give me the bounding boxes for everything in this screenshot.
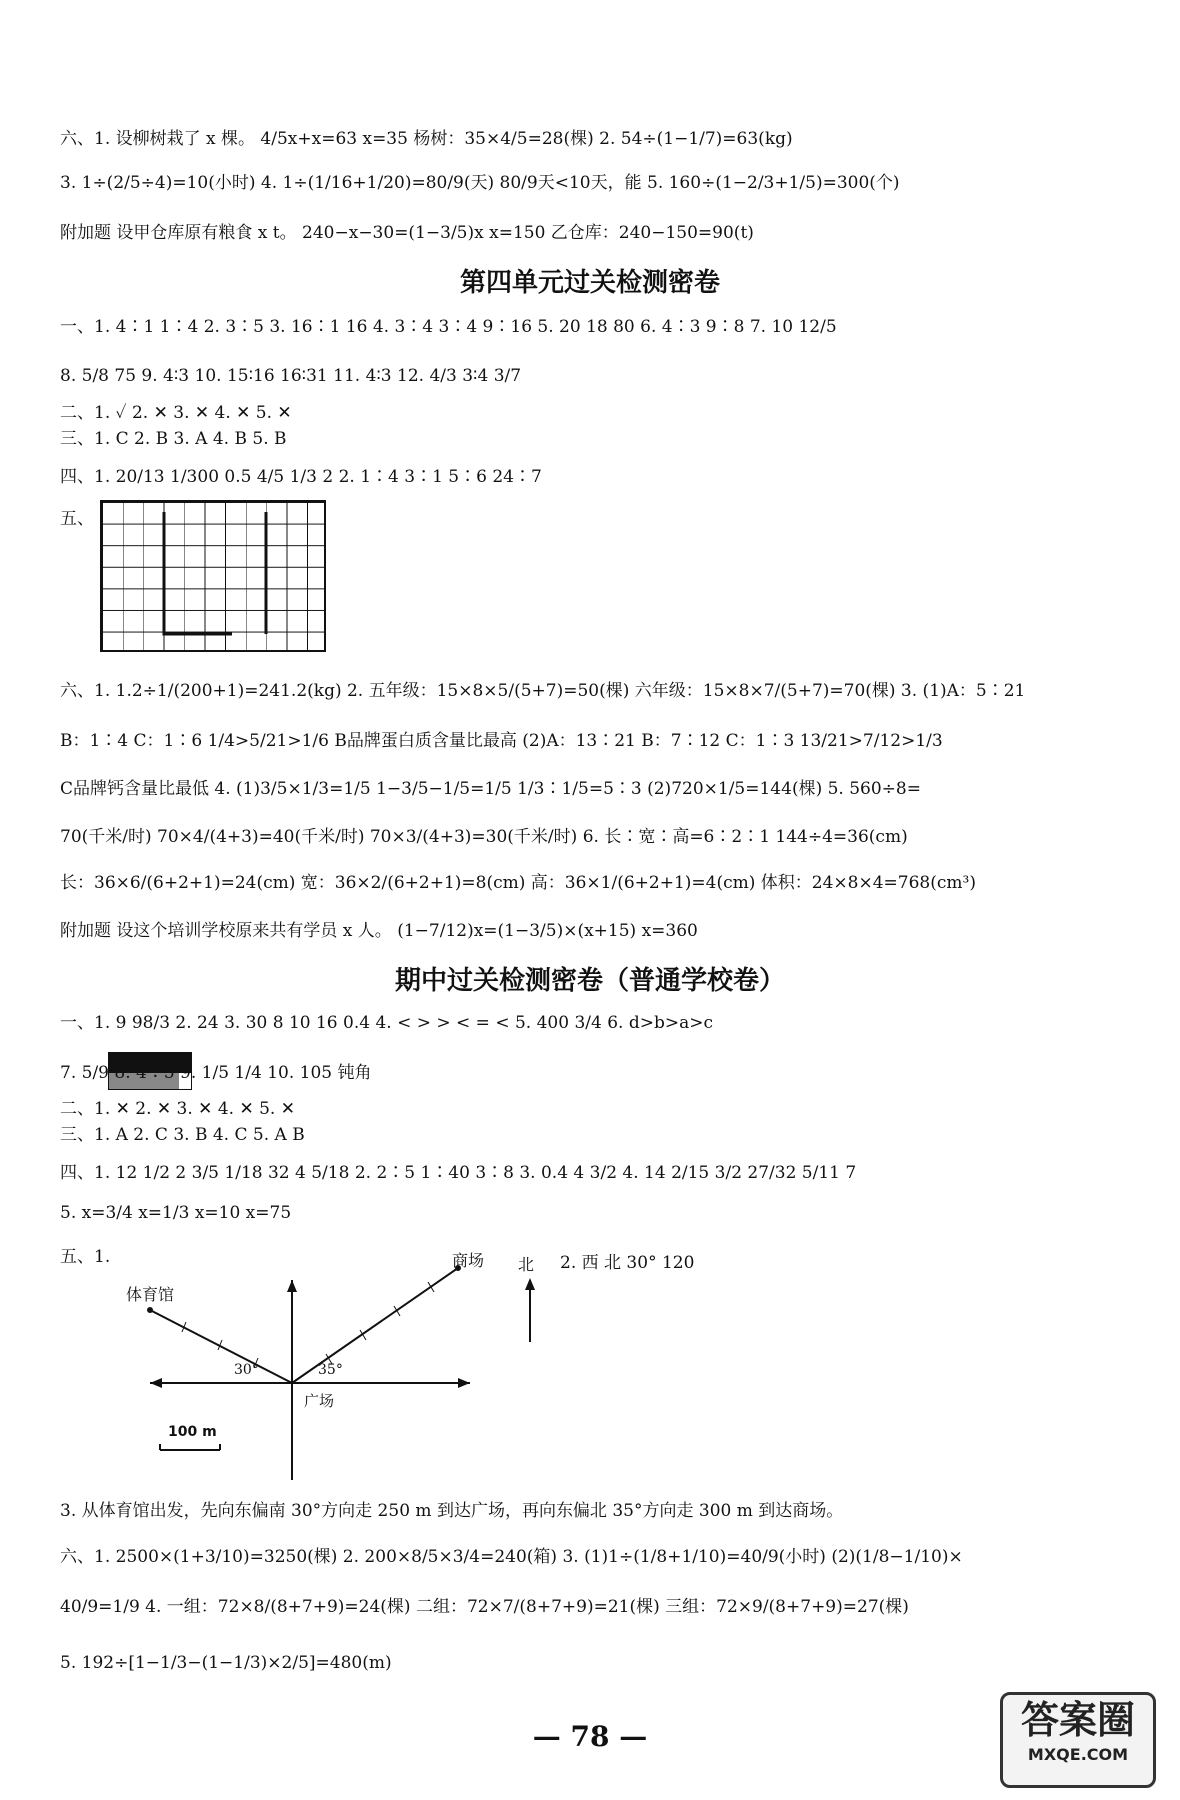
east-arrowhead — [458, 1378, 470, 1388]
map-answer-2: 2. 西 北 30° 120 — [560, 1253, 695, 1273]
text-line: 四、1. 20/13 1/300 0.5 4/5 1/3 2 2. 1∶4 3∶1 5∶6 24∶7 — [60, 467, 542, 487]
watermark-logo — [1000, 1692, 1156, 1788]
square-label: 广场 — [304, 1392, 335, 1410]
text-line: 五、 — [60, 509, 94, 529]
text-line: 六、1. 设柳树栽了 x 棵。 4/5x+x=63 x=35 杨树：35×4/5=28(棵) 2. 54÷(1−1/7)=63(kg) — [60, 129, 793, 149]
grid-shape — [102, 502, 328, 654]
drawing-grid — [100, 500, 326, 652]
text-line: 70(千米/时) 70×4/(4+3)=40(千米/时) 70×3/(4+3)=30(千米/时) 6. 长∶宽∶高=6∶2∶1 144÷4=36(cm) — [60, 827, 908, 847]
page-number: — 78 — — [532, 1720, 648, 1753]
gym-path — [150, 1310, 292, 1383]
text-line: 3. 1÷(2/5÷4)=10(小时) 4. 1÷(1/16+1/20)=80/9(天) 80/9天<10天，能 5. 160÷(1−2/3+1/5)=300(个) — [60, 173, 900, 193]
north-label: 北 — [518, 1255, 535, 1274]
text-line: 五、1. — [60, 1247, 111, 1267]
text-line: 一、1. 4∶1 1∶4 2. 3∶5 3. 16∶1 16 4. 3∶4 3∶4 9∶16 5. 20 18 80 6. 4∶3 9∶8 7. 10 12/5 — [60, 317, 837, 337]
north-arrowhead — [287, 1280, 297, 1292]
mall-label: 商场 — [452, 1251, 485, 1270]
north-indicator-arrow — [525, 1278, 535, 1290]
angle-30-label: 30° — [234, 1362, 259, 1378]
watermark-url: MXQE.COM — [1027, 1745, 1129, 1764]
gym-label: 体育馆 — [126, 1285, 175, 1304]
watermark-text: 答案圈 — [1020, 1698, 1135, 1742]
text-line: 六、1. 2500×(1+3/10)=3250(棵) 2. 200×8/5×3/4=240(箱) 3. (1)1÷(1/8+1/10)=40/9(小时) (2)(1/8−1/10)× — [60, 1547, 963, 1567]
text-line: 7. 5/9 8. 4∶5 9. 1/5 1/4 10. 105 钝角 — [60, 1063, 372, 1083]
text-line: 二、1. ✕ 2. ✕ 3. ✕ 4. ✕ 5. ✕ — [60, 1099, 295, 1119]
text-line: 40/9=1/9 4. 一组：72×8/(8+7+9)=24(棵) 二组：72×7/(8+7+9)=21(棵) 三组：72×9/(8+7+9)=27(棵) — [60, 1597, 909, 1617]
gym-point — [147, 1307, 153, 1313]
text-line: 5. 192÷[1−1/3−(1−1/3)×2/5]=480(m) — [60, 1653, 392, 1673]
text-line: C品牌钙含量比最低 4. (1)3/5×1/3=1/5 1−3/5−1/5=1/5 1/3∶1/5=5∶3 (2)720×1/5=144(棵) 5. 560÷8= — [60, 779, 921, 799]
text-line: 三、1. C 2. B 3. A 4. B 5. B — [60, 429, 287, 449]
section-title-midterm: 期中过关检测密卷（普通学校卷） — [394, 966, 785, 996]
text-line: 8. 5/8 75 9. 4∶3 10. 15∶16 16∶31 11. 4∶3 12. 4/3 3∶4 3/7 — [60, 366, 522, 386]
mall-path — [292, 1268, 458, 1383]
page-number-value: 78 — [570, 1720, 610, 1753]
west-arrowhead — [150, 1378, 162, 1388]
text-line: 附加题 设甲仓库原有粮食 x t。 240−x−30=(1−3/5)x x=150 乙仓库：240−150=90(t) — [60, 223, 754, 243]
scale-label: 100 m — [168, 1424, 217, 1440]
angle-35-label: 35° — [318, 1362, 343, 1378]
section-title-unit4: 第四单元过关检测密卷 — [459, 268, 720, 298]
text-line: 三、1. A 2. C 3. B 4. C 5. A B — [60, 1125, 305, 1145]
text-line: 六、1. 1.2÷1/(200+1)=241.2(kg) 2. 五年级：15×8×5/(5+7)=50(棵) 六年级：15×8×7/(5+7)=70(棵) 3. (1)A：5∶21 — [60, 681, 1026, 701]
text-line: 附加题 设这个培训学校原来共有学员 x 人。 (1−7/12)x=(1−3/5)×(x+15) x=360 — [60, 921, 698, 941]
text-line: 二、1. ✓ 2. ✕ 3. ✕ 4. ✕ 5. ✕ — [60, 403, 292, 423]
text-line: 5. x=3/4 x=1/3 x=10 x=75 — [60, 1203, 292, 1223]
text-line: 一、1. 9 98/3 2. 24 3. 30 8 10 16 0.4 4. < > > < = < 5. 400 3/4 6. d>b>a>c — [60, 1013, 713, 1033]
text-line: B：1∶4 C：1∶6 1/4>5/21>1/6 B品牌蛋白质含量比最高 (2)A：13∶21 B：7∶12 C：1∶3 13/21>7/12>1/3 — [60, 731, 943, 751]
text-line: 3. 从体育馆出发，先向东偏南 30°方向走 250 m 到达广场，再向东偏北 35°方向走 300 m 到达商场。 — [60, 1501, 844, 1521]
text-line: 四、1. 12 1/2 2 3/5 1/18 32 4 5/18 2. 2∶5 1∶40 3∶8 3. 0.4 4 3/2 4. 14 2/15 3/2 27/32 5/11 7 — [60, 1163, 857, 1183]
text-line: 长：36×6/(6+2+1)=24(cm) 宽：36×2/(6+2+1)=8(cm) 高：36×1/(6+2+1)=4(cm) 体积：24×8×4=768(cm³) — [60, 873, 976, 893]
